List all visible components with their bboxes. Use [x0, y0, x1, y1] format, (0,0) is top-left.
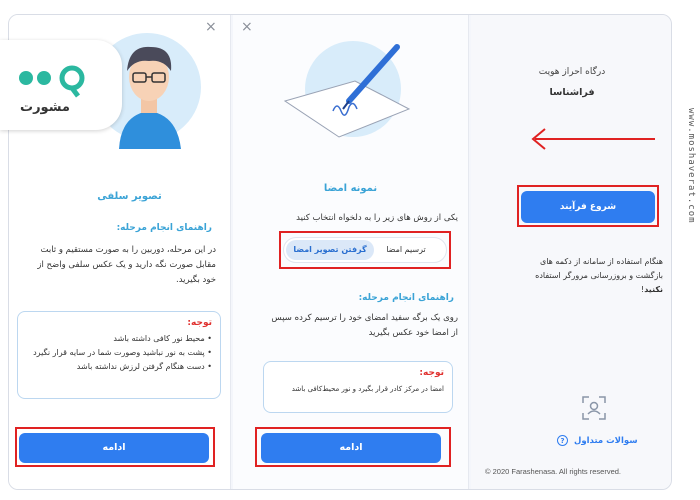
- start-process-button[interactable]: شروع فرآیند: [521, 191, 655, 223]
- close-icon[interactable]: ×: [205, 19, 217, 35]
- faq-link[interactable]: [557, 435, 638, 446]
- option-draw-signature[interactable]: ترسیم امضا: [386, 245, 426, 254]
- start-process-highlight: [517, 185, 659, 227]
- faq-label: سوالات متداول: [573, 436, 638, 446]
- face-scan-icon: [581, 395, 607, 421]
- signature-note-text: امضا در مرکز کادر قرار بگیرد و نور محیط‌کافی باشد: [291, 385, 444, 393]
- moshaverat-logo-text: مشورت: [20, 100, 70, 115]
- signature-guide-line: از امضا خود عکس بگیرید: [368, 328, 458, 338]
- signature-title: نمونه امضا: [323, 183, 378, 194]
- browser-warning: [513, 255, 663, 297]
- copyright-text: © 2020 Farashenasa. All rights reserved.: [485, 467, 622, 476]
- selfie-guide-line: در این مرحله، دوربین را به صورت مستقیم و ثابت: [40, 245, 216, 255]
- selfie-guide-heading: راهنمای انجام مرحله:: [116, 223, 212, 233]
- pen-paper-icon: [279, 39, 419, 149]
- browser-warning-line: بازگشت و بروزرسانی مرورگر استفاده نکنید!: [535, 271, 663, 294]
- selfie-continue-highlight: [15, 427, 215, 467]
- selfie-note-item: • دست هنگام گرفتن لرزش نداشته باشد: [76, 362, 212, 371]
- selfie-guide-text: [8, 243, 216, 288]
- arrow-left-icon: [525, 127, 657, 151]
- question-icon: ?: [557, 435, 568, 446]
- signature-panel: [233, 15, 469, 489]
- selfie-title: تصویر سلفی: [97, 191, 162, 202]
- close-icon[interactable]: ×: [241, 19, 253, 35]
- selfie-guide-line: خود بگیرید.: [176, 275, 216, 285]
- site-watermark: www.moshaverat.com: [686, 108, 696, 224]
- selfie-note-item: • محیط نور کافی داشته باشد: [113, 334, 212, 343]
- selfie-note-box: [17, 311, 221, 399]
- moshaverat-logo-card: [0, 40, 122, 130]
- gateway-title: درگاه احراز هویت: [538, 67, 606, 77]
- signature-guide-text: [242, 311, 458, 341]
- signature-continue-highlight: [255, 427, 451, 467]
- signature-choose-text: یکی از روش های زیر را به دلخواه انتخاب کنید: [296, 213, 458, 223]
- gateway-panel: [471, 15, 672, 489]
- signature-continue-button[interactable]: ادامه: [261, 433, 441, 463]
- selfie-note-item: • پشت به نور نباشید وصورت شما در سایه قرار نگیرد: [33, 348, 212, 357]
- browser-warning-line: هنگام استفاده از سامانه از دکمه های: [539, 257, 663, 266]
- brand-name: فراشناسا: [549, 87, 595, 98]
- signature-note-title: توجه:: [419, 368, 444, 378]
- signature-note-box: [263, 361, 453, 413]
- signature-guide-heading: راهنمای انجام مرحله:: [358, 293, 454, 303]
- selfie-guide-line: مقابل صورت نگه دارید و یک عکس سلفی واضح از: [37, 260, 216, 270]
- signature-guide-line: روی یک برگه سفید امضای خود را ترسیم کرده سپس: [271, 313, 458, 323]
- option-photo-signature[interactable]: گرفتن تصویر امضا: [286, 240, 374, 260]
- selfie-note-title: توجه:: [187, 318, 212, 328]
- signature-method-highlight: [279, 231, 451, 269]
- selfie-continue-button[interactable]: ادامه: [19, 433, 209, 463]
